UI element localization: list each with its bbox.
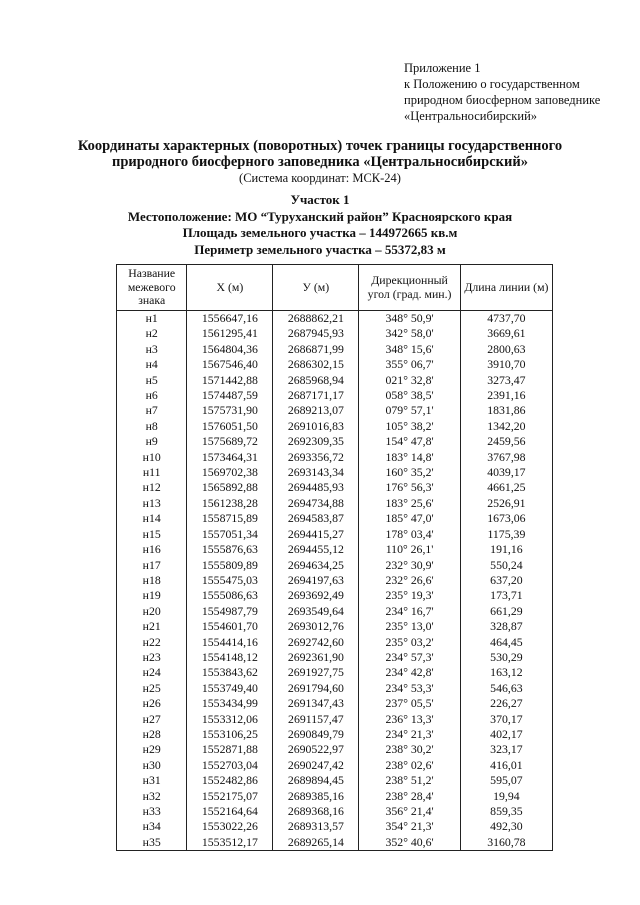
table-row — [117, 804, 553, 819]
cell-length: 2391,16 — [460, 388, 552, 403]
cell-angle: 234° 57,3' — [359, 650, 460, 665]
cell-y: 2691347,43 — [273, 696, 359, 711]
cell-y: 2691016,83 — [273, 419, 359, 434]
cell-name: н12 — [117, 480, 187, 495]
cell-length: 492,30 — [460, 819, 552, 834]
cell-x: 1554414,16 — [187, 635, 273, 650]
cell-x: 1555475,03 — [187, 573, 273, 588]
cell-x: 1565892,88 — [187, 480, 273, 495]
table-row — [117, 712, 553, 727]
plot-area: Площадь земельного участка – 144972665 кв.м — [182, 225, 458, 240]
cell-length: 4661,25 — [460, 480, 552, 495]
plot-name: Участок 1 — [290, 192, 350, 207]
cell-x: 1561238,28 — [187, 496, 273, 511]
table-row — [117, 650, 553, 665]
cell-y: 2693143,34 — [273, 465, 359, 480]
cell-y: 2689265,14 — [273, 835, 359, 851]
cell-x: 1561295,41 — [187, 326, 273, 341]
cell-angle: 356° 21,4' — [359, 804, 460, 819]
cell-y: 2690522,97 — [273, 742, 359, 757]
cell-x: 1552703,04 — [187, 758, 273, 773]
cell-x: 1575731,90 — [187, 403, 273, 418]
cell-angle: 238° 02,6' — [359, 758, 460, 773]
cell-length: 464,45 — [460, 635, 552, 650]
cell-length: 3273,47 — [460, 373, 552, 388]
cell-name: н28 — [117, 727, 187, 742]
table-row — [117, 357, 553, 372]
cell-angle: 183° 14,8' — [359, 450, 460, 465]
table-row — [117, 388, 553, 403]
appendix-line: к Положению о государственном — [404, 77, 580, 91]
cell-length: 2526,91 — [460, 496, 552, 511]
cell-angle: 348° 50,9' — [359, 311, 460, 327]
cell-length: 4737,70 — [460, 311, 552, 327]
cell-x: 1552175,07 — [187, 789, 273, 804]
cell-angle: 105° 38,2' — [359, 419, 460, 434]
cell-y: 2694485,93 — [273, 480, 359, 495]
cell-angle: 058° 38,5' — [359, 388, 460, 403]
cell-length: 2800,63 — [460, 342, 552, 357]
table-header-row — [117, 265, 553, 311]
cell-angle: 178° 03,4' — [359, 527, 460, 542]
cell-angle: 236° 13,3' — [359, 712, 460, 727]
cell-y: 2685968,94 — [273, 373, 359, 388]
table-row — [117, 419, 553, 434]
cell-name: н7 — [117, 403, 187, 418]
table-row — [117, 434, 553, 449]
cell-name: н10 — [117, 450, 187, 465]
table-row — [117, 635, 553, 650]
cell-name: н31 — [117, 773, 187, 788]
appendix-line: Приложение 1 — [404, 61, 481, 75]
table-row — [117, 758, 553, 773]
cell-x: 1552164,64 — [187, 804, 273, 819]
cell-y: 2689313,57 — [273, 819, 359, 834]
plot-info — [0, 192, 640, 258]
cell-x: 1553106,25 — [187, 727, 273, 742]
table-row — [117, 403, 553, 418]
cell-y: 2693549,64 — [273, 604, 359, 619]
cell-angle: 355° 06,7' — [359, 357, 460, 372]
cell-angle: 021° 32,8' — [359, 373, 460, 388]
cell-angle: 154° 47,8' — [359, 434, 460, 449]
coordinate-system: (Система координат: МСК-24) — [239, 171, 401, 185]
table-row — [117, 450, 553, 465]
cell-name: н16 — [117, 542, 187, 557]
cell-name: н29 — [117, 742, 187, 757]
cell-y: 2694734,88 — [273, 496, 359, 511]
cell-name: н13 — [117, 496, 187, 511]
cell-length: 661,29 — [460, 604, 552, 619]
table-row — [117, 342, 553, 357]
cell-length: 416,01 — [460, 758, 552, 773]
cell-y: 2691794,60 — [273, 681, 359, 696]
cell-angle: 235° 19,3' — [359, 588, 460, 603]
cell-name: н3 — [117, 342, 187, 357]
table-row — [117, 465, 553, 480]
cell-name: н30 — [117, 758, 187, 773]
cell-y: 2694197,63 — [273, 573, 359, 588]
cell-angle: 176° 56,3' — [359, 480, 460, 495]
cell-length: 19,94 — [460, 789, 552, 804]
cell-y: 2689894,45 — [273, 773, 359, 788]
cell-y: 2692742,60 — [273, 635, 359, 650]
cell-angle: 235° 03,2' — [359, 635, 460, 650]
cell-y: 2689368,16 — [273, 804, 359, 819]
cell-length: 637,20 — [460, 573, 552, 588]
appendix-line: «Центральносибирский» — [404, 109, 538, 123]
cell-y: 2693692,49 — [273, 588, 359, 603]
cell-name: н20 — [117, 604, 187, 619]
cell-name: н26 — [117, 696, 187, 711]
cell-y: 2694415,27 — [273, 527, 359, 542]
cell-x: 1575689,72 — [187, 434, 273, 449]
cell-length: 546,63 — [460, 681, 552, 696]
table-row — [117, 511, 553, 526]
cell-y: 2689213,07 — [273, 403, 359, 418]
cell-angle: 234° 53,3' — [359, 681, 460, 696]
cell-angle: 348° 15,6' — [359, 342, 460, 357]
table-row — [117, 835, 553, 851]
cell-y: 2690849,79 — [273, 727, 359, 742]
cell-angle: 232° 26,6' — [359, 573, 460, 588]
cell-length: 3669,61 — [460, 326, 552, 341]
cell-angle: 238° 30,2' — [359, 742, 460, 757]
cell-name: н6 — [117, 388, 187, 403]
plot-perimeter: Периметр земельного участка – 55372,83 м — [194, 241, 446, 257]
cell-name: н4 — [117, 357, 187, 372]
cell-y: 2692361,90 — [273, 650, 359, 665]
table-row — [117, 588, 553, 603]
cell-name: н23 — [117, 650, 187, 665]
cell-y: 2693356,72 — [273, 450, 359, 465]
header-y: У (м) — [273, 265, 359, 311]
table-row — [117, 542, 553, 557]
header-name: Название межевого знака — [117, 265, 187, 311]
table-row — [117, 727, 553, 742]
title-line-2: природного биосферного заповедника «Центральносибирский» — [112, 154, 528, 170]
cell-y: 2694583,87 — [273, 511, 359, 526]
cell-angle: 079° 57,1' — [359, 403, 460, 418]
cell-angle: 235° 13,0' — [359, 619, 460, 634]
cell-x: 1574487,59 — [187, 388, 273, 403]
cell-x: 1564804,36 — [187, 342, 273, 357]
title-line-1: Координаты характерных (поворотных) точек границы государственного — [77, 138, 563, 154]
cell-length: 1175,39 — [460, 527, 552, 542]
cell-length: 370,17 — [460, 712, 552, 727]
cell-name: н9 — [117, 434, 187, 449]
table-row — [117, 619, 553, 634]
header-x: X (м) — [187, 265, 273, 311]
appendix-line: природном биосферном заповеднике — [404, 93, 601, 107]
table-row — [117, 696, 553, 711]
cell-angle: 354° 21,3' — [359, 819, 460, 834]
cell-name: н2 — [117, 326, 187, 341]
cell-name: н34 — [117, 819, 187, 834]
cell-x: 1576051,50 — [187, 419, 273, 434]
table-row — [117, 789, 553, 804]
cell-name: н5 — [117, 373, 187, 388]
cell-x: 1553749,40 — [187, 681, 273, 696]
cell-angle: 183° 25,6' — [359, 496, 460, 511]
cell-x: 1557051,34 — [187, 527, 273, 542]
cell-length: 3767,98 — [460, 450, 552, 465]
cell-x: 1555809,89 — [187, 558, 273, 573]
cell-y: 2690247,42 — [273, 758, 359, 773]
table-row — [117, 326, 553, 341]
cell-name: н14 — [117, 511, 187, 526]
table-row — [117, 527, 553, 542]
cell-name: н19 — [117, 588, 187, 603]
table-row — [117, 773, 553, 788]
cell-x: 1553312,06 — [187, 712, 273, 727]
table-row — [117, 480, 553, 495]
table-row — [117, 681, 553, 696]
cell-y: 2688862,21 — [273, 311, 359, 327]
document-title — [0, 138, 640, 186]
table-row — [117, 819, 553, 834]
cell-length: 191,16 — [460, 542, 552, 557]
table-row — [117, 573, 553, 588]
cell-name: н35 — [117, 835, 187, 851]
cell-length: 550,24 — [460, 558, 552, 573]
cell-angle: 342° 58,0' — [359, 326, 460, 341]
cell-angle: 185° 47,0' — [359, 511, 460, 526]
cell-angle: 232° 30,9' — [359, 558, 460, 573]
cell-x: 1552871,88 — [187, 742, 273, 757]
cell-y: 2687945,93 — [273, 326, 359, 341]
cell-angle: 352° 40,6' — [359, 835, 460, 851]
cell-name: н15 — [117, 527, 187, 542]
header-length: Длина линии (м) — [460, 265, 552, 311]
cell-x: 1554601,70 — [187, 619, 273, 634]
cell-length: 595,07 — [460, 773, 552, 788]
table-row — [117, 373, 553, 388]
cell-length: 2459,56 — [460, 434, 552, 449]
cell-length: 1342,20 — [460, 419, 552, 434]
cell-x: 1553512,17 — [187, 835, 273, 851]
cell-length: 1673,06 — [460, 511, 552, 526]
cell-angle: 238° 28,4' — [359, 789, 460, 804]
cell-y: 2694455,12 — [273, 542, 359, 557]
cell-y: 2689385,16 — [273, 789, 359, 804]
cell-x: 1553843,62 — [187, 665, 273, 680]
table-row — [117, 311, 553, 327]
cell-length: 530,29 — [460, 650, 552, 665]
cell-x: 1569702,38 — [187, 465, 273, 480]
cell-x: 1555086,63 — [187, 588, 273, 603]
cell-name: н18 — [117, 573, 187, 588]
cell-name: н11 — [117, 465, 187, 480]
cell-y: 2691157,47 — [273, 712, 359, 727]
table-row — [117, 742, 553, 757]
cell-y: 2691927,75 — [273, 665, 359, 680]
coordinates-table — [116, 264, 553, 851]
cell-y: 2693012,76 — [273, 619, 359, 634]
cell-length: 3910,70 — [460, 357, 552, 372]
cell-x: 1571442,88 — [187, 373, 273, 388]
cell-y: 2686302,15 — [273, 357, 359, 372]
cell-x: 1554987,79 — [187, 604, 273, 619]
cell-angle: 234° 42,8' — [359, 665, 460, 680]
cell-y: 2686871,99 — [273, 342, 359, 357]
cell-x: 1573464,31 — [187, 450, 273, 465]
cell-length: 173,71 — [460, 588, 552, 603]
cell-length: 163,12 — [460, 665, 552, 680]
plot-location: Местоположение: МО “Туруханский район” Красноярского края — [127, 208, 513, 224]
cell-name: н8 — [117, 419, 187, 434]
table-row — [117, 496, 553, 511]
table-row — [117, 604, 553, 619]
cell-x: 1556647,16 — [187, 311, 273, 327]
cell-x: 1555876,63 — [187, 542, 273, 557]
cell-name: н27 — [117, 712, 187, 727]
cell-angle: 238° 51,2' — [359, 773, 460, 788]
table-row — [117, 558, 553, 573]
cell-name: н1 — [117, 311, 187, 327]
cell-length: 328,87 — [460, 619, 552, 634]
appendix-note — [404, 60, 624, 124]
cell-x: 1553022,26 — [187, 819, 273, 834]
cell-length: 1831,86 — [460, 403, 552, 418]
cell-name: н17 — [117, 558, 187, 573]
cell-name: н33 — [117, 804, 187, 819]
cell-name: н24 — [117, 665, 187, 680]
cell-angle: 234° 21,3' — [359, 727, 460, 742]
cell-length: 226,27 — [460, 696, 552, 711]
cell-length: 3160,78 — [460, 835, 552, 851]
cell-length: 323,17 — [460, 742, 552, 757]
cell-y: 2694634,25 — [273, 558, 359, 573]
cell-x: 1554148,12 — [187, 650, 273, 665]
cell-length: 4039,17 — [460, 465, 552, 480]
cell-angle: 160° 35,2' — [359, 465, 460, 480]
cell-name: н21 — [117, 619, 187, 634]
cell-length: 859,35 — [460, 804, 552, 819]
cell-name: н25 — [117, 681, 187, 696]
cell-x: 1567546,40 — [187, 357, 273, 372]
cell-y: 2687171,17 — [273, 388, 359, 403]
cell-angle: 234° 16,7' — [359, 604, 460, 619]
cell-name: н32 — [117, 789, 187, 804]
cell-x: 1552482,86 — [187, 773, 273, 788]
cell-x: 1553434,99 — [187, 696, 273, 711]
cell-length: 402,17 — [460, 727, 552, 742]
cell-angle: 237° 05,5' — [359, 696, 460, 711]
cell-angle: 110° 26,1' — [359, 542, 460, 557]
cell-name: н22 — [117, 635, 187, 650]
header-angle: Дирекционный угол (град. мин.) — [359, 265, 460, 311]
cell-y: 2692309,35 — [273, 434, 359, 449]
table-row — [117, 665, 553, 680]
cell-x: 1558715,89 — [187, 511, 273, 526]
table-body — [117, 311, 553, 851]
